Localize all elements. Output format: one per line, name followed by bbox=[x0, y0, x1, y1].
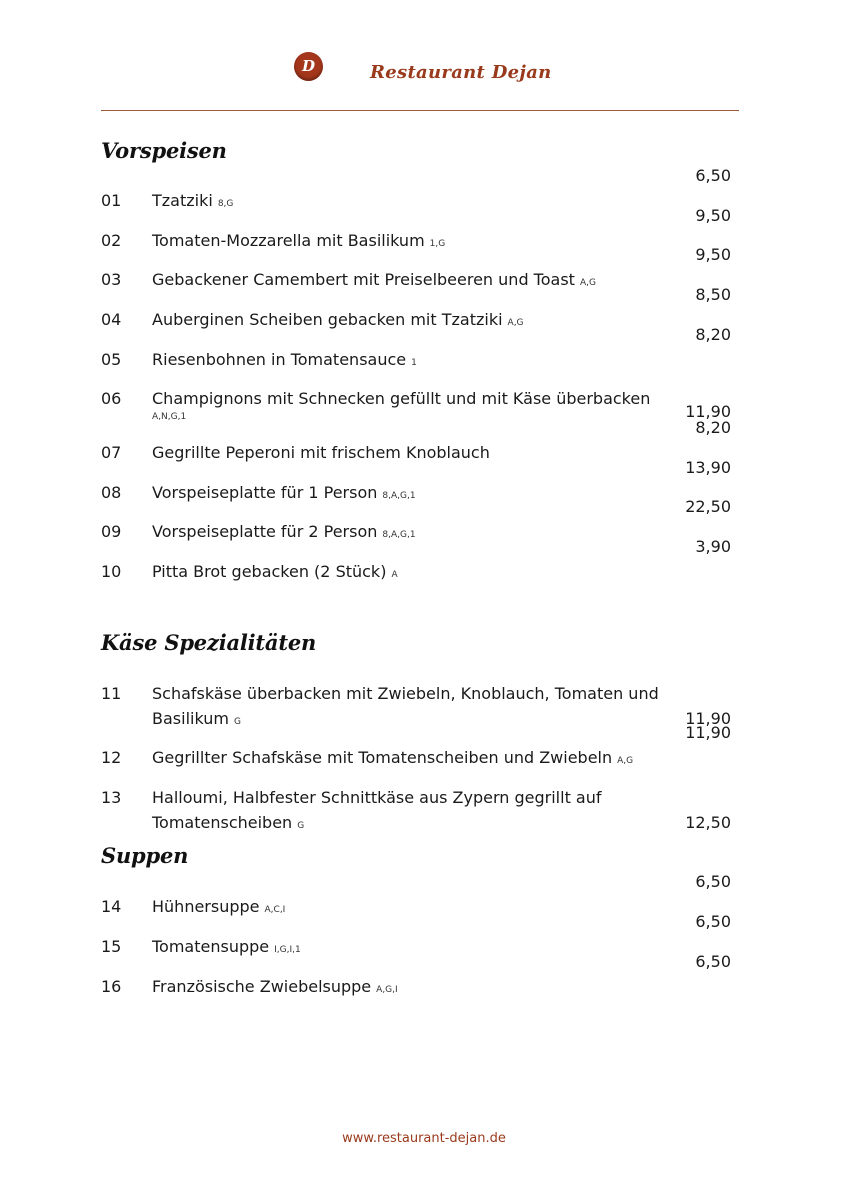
logo-letter: D bbox=[301, 57, 315, 75]
item-price: 22,50 bbox=[685, 497, 731, 516]
item-name-wrap bbox=[152, 188, 672, 217]
item-number: 10 bbox=[101, 562, 122, 581]
item-name: Vorspeiseplatte für 2 Person bbox=[152, 522, 378, 541]
section-title-kaese-spezialitaeten: Käse Spezialitäten bbox=[101, 630, 317, 655]
item-name: Champignons mit Schnecken gefüllt und mit Käse überbacken bbox=[152, 389, 651, 408]
item-name: Riesenbohnen in Tomatensauce bbox=[152, 350, 407, 369]
item-allergens: 8,A,G,1 bbox=[382, 530, 416, 540]
item-name-wrap bbox=[152, 894, 672, 923]
item-allergens: A,G bbox=[579, 278, 596, 288]
item-number: 05 bbox=[101, 350, 122, 369]
item-number: 09 bbox=[101, 522, 122, 541]
item-name-wrap bbox=[152, 934, 672, 963]
item-allergens: G bbox=[233, 717, 241, 727]
item-number: 11 bbox=[101, 684, 122, 703]
item-name-wrap bbox=[152, 785, 672, 839]
item-number: 14 bbox=[101, 897, 122, 916]
item-name: Tomaten-Mozzarella mit Basilikum bbox=[152, 231, 425, 250]
item-allergens: 1 bbox=[411, 358, 417, 368]
item-name-wrap bbox=[152, 440, 672, 465]
item-number: 12 bbox=[101, 748, 122, 767]
item-name-wrap bbox=[152, 267, 672, 296]
item-allergens: A,G,I bbox=[376, 985, 398, 995]
item-price: 9,50 bbox=[695, 206, 731, 225]
item-name-wrap bbox=[152, 681, 672, 735]
item-number: 07 bbox=[101, 443, 122, 462]
item-allergens: A,G bbox=[617, 756, 634, 766]
item-price: 8,50 bbox=[695, 285, 731, 304]
item-name: Tzatziki bbox=[152, 191, 213, 210]
item-name-wrap bbox=[152, 228, 672, 257]
item-name-wrap bbox=[152, 347, 672, 376]
item-price: 13,90 bbox=[685, 458, 731, 477]
item-allergens: A,C,I bbox=[264, 905, 286, 915]
item-allergens: I,G,I,1 bbox=[274, 945, 301, 955]
item-allergens: 8,A,G,1 bbox=[382, 491, 416, 501]
item-price: 3,90 bbox=[695, 537, 731, 556]
item-allergens: 8,G bbox=[217, 199, 234, 209]
item-name: Vorspeiseplatte für 1 Person bbox=[152, 483, 378, 502]
item-price: 11,90 bbox=[685, 402, 731, 421]
item-price: 12,50 bbox=[685, 813, 731, 832]
item-number: 04 bbox=[101, 310, 122, 329]
item-number: 02 bbox=[101, 231, 122, 250]
item-price: 11,90 bbox=[685, 723, 731, 742]
item-name: Tomatensuppe bbox=[152, 937, 270, 956]
section-title-vorspeisen: Vorspeisen bbox=[101, 138, 227, 163]
item-name-wrap bbox=[152, 559, 672, 588]
item-allergens: A,G bbox=[507, 318, 524, 328]
restaurant-name: Restaurant Dejan bbox=[370, 62, 552, 83]
item-number: 01 bbox=[101, 191, 122, 210]
item-name: Pitta Brot gebacken (2 Stück) bbox=[152, 562, 387, 581]
item-name: Auberginen Scheiben gebacken mit Tzatziki bbox=[152, 310, 503, 329]
item-price: 6,50 bbox=[695, 166, 731, 185]
item-allergens: A bbox=[391, 570, 398, 580]
item-name-wrap bbox=[152, 974, 672, 1003]
restaurant-logo-icon bbox=[294, 52, 323, 81]
item-name: Schafskäse überbacken mit Zwiebeln, Knoblauch, Tomaten und Basilikum bbox=[152, 684, 659, 728]
item-number: 06 bbox=[101, 389, 122, 408]
item-price: 8,20 bbox=[695, 325, 731, 344]
header-divider bbox=[101, 110, 739, 111]
item-number: 08 bbox=[101, 483, 122, 502]
item-name-wrap bbox=[152, 386, 672, 424]
item-allergens: A,N,G,1 bbox=[152, 412, 187, 422]
item-number: 16 bbox=[101, 977, 122, 996]
item-price: 6,50 bbox=[695, 872, 731, 891]
item-name-wrap bbox=[152, 307, 672, 336]
item-name: Hühnersuppe bbox=[152, 897, 260, 916]
item-number: 03 bbox=[101, 270, 122, 289]
item-price: 9,50 bbox=[695, 245, 731, 264]
item-name: Gegrillte Peperoni mit frischem Knoblauch bbox=[152, 443, 490, 462]
section-title-suppen: Suppen bbox=[101, 843, 189, 868]
item-price: 6,50 bbox=[695, 912, 731, 931]
item-name-wrap bbox=[152, 519, 672, 548]
item-name: Französische Zwiebelsuppe bbox=[152, 977, 372, 996]
item-number: 13 bbox=[101, 788, 122, 807]
item-price: 6,50 bbox=[695, 952, 731, 971]
item-allergens: G bbox=[297, 821, 305, 831]
item-allergens: 1,G bbox=[429, 239, 446, 249]
item-name: Halloumi, Halbfester Schnittkäse aus Zypern gegrillt auf Tomatenscheiben bbox=[152, 788, 602, 832]
menu-item bbox=[0, 785, 848, 835]
item-name-wrap bbox=[152, 745, 672, 774]
item-price: 11,90 bbox=[685, 709, 731, 728]
item-name-wrap bbox=[152, 480, 672, 509]
header bbox=[0, 50, 848, 90]
item-price: 8,20 bbox=[695, 418, 731, 437]
footer-website-link[interactable]: www.restaurant-dejan.de bbox=[342, 1131, 506, 1146]
item-name: Gebackener Camembert mit Preiselbeeren und Toast bbox=[152, 270, 575, 289]
item-number: 15 bbox=[101, 937, 122, 956]
item-name: Gegrillter Schafskäse mit Tomatenscheiben und Zwiebeln bbox=[152, 748, 613, 767]
